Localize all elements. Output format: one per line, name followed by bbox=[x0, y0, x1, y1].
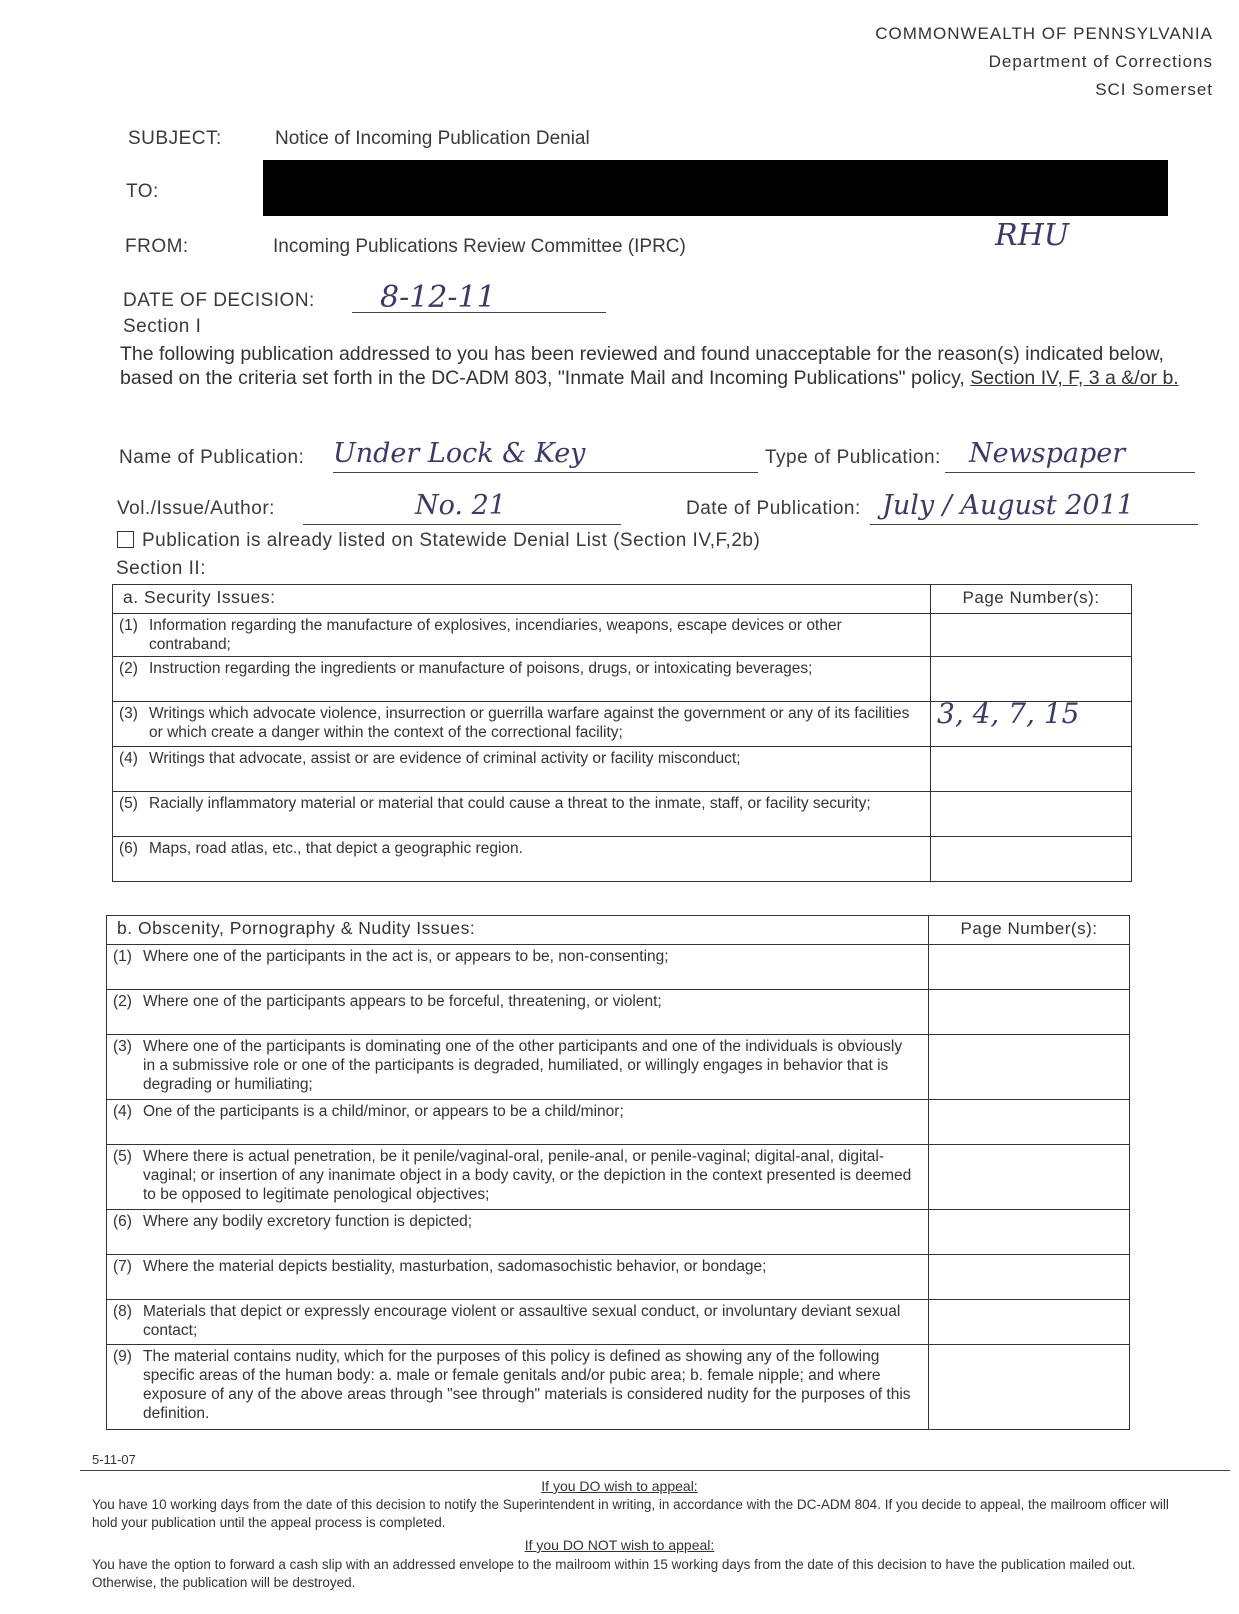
vol-issue-label: Vol./Issue/Author: bbox=[117, 498, 275, 519]
statewide-denial-checkbox[interactable] bbox=[117, 531, 134, 548]
no-appeal-text: You have the option to forward a cash slip with an addressed envelope to the mailroom within 15 working days from the date of this decision to have the publication mailed out. Otherwise, the publication will be destroyed. bbox=[92, 1557, 1136, 1590]
obscenity-item-text: Where one of the participants appears to be forceful, threatening, or violent; bbox=[143, 993, 662, 1010]
from-value: Incoming Publications Review Committee (IPRC) bbox=[273, 236, 686, 257]
security-item-text: Information regarding the manufacture of explosives, incendiaries, weapons, escape devices or other contraband; bbox=[149, 617, 842, 653]
security-item bbox=[113, 657, 931, 702]
security-row bbox=[113, 702, 1132, 747]
obscenity-item-pages bbox=[929, 1100, 1130, 1145]
obscenity-row bbox=[107, 1300, 1130, 1345]
appeal-title: If you DO wish to appeal: bbox=[541, 1478, 698, 1494]
security-item-text: Writings which advocate violence, insurrection or guerrilla warfare against the government or any of its facilities or which create a danger within the context of the correctional facility; bbox=[149, 705, 910, 741]
obscenity-item bbox=[107, 1210, 929, 1255]
appeal-text: You have 10 working days from the date of this decision to notify the Superintendent in writing, in accordance with the DC-ADM 804. If you decide to appeal, the mailroom officer will hold your publication until the appeal process is completed. bbox=[92, 1497, 1169, 1530]
policy-section-reference: Section IV, F, 3 a &/or b. bbox=[970, 367, 1179, 389]
security-item bbox=[113, 792, 931, 837]
security-row bbox=[113, 747, 1132, 792]
obscenity-row bbox=[107, 990, 1130, 1035]
obscenity-item bbox=[107, 1145, 929, 1210]
form-number: 5-11-07 bbox=[92, 1452, 136, 1467]
obscenity-item-number: (9) bbox=[113, 1348, 132, 1365]
obscenity-item-pages bbox=[929, 1035, 1130, 1100]
publication-type-label: Type of Publication: bbox=[765, 447, 941, 468]
obscenity-header-row bbox=[107, 916, 1130, 945]
obscenity-issues-header: b. Obscenity, Pornography & Nudity Issues: bbox=[107, 916, 929, 945]
publication-type-value: Newspaper bbox=[969, 438, 1126, 469]
obscenity-item bbox=[107, 945, 929, 990]
obscenity-item-number: (7) bbox=[113, 1258, 132, 1275]
redacted-recipient bbox=[263, 160, 1168, 216]
security-page-header: Page Number(s): bbox=[931, 585, 1132, 614]
obscenity-item-text: Materials that depict or expressly encourage violent or assaultive sexual conduct, or involuntary deviant sexual contact; bbox=[143, 1303, 901, 1339]
security-item-pages bbox=[931, 697, 1132, 747]
footer-divider bbox=[80, 1470, 1230, 1471]
security-item-pages-value: 3, 4, 7, 15 bbox=[937, 697, 1080, 730]
obscenity-item-text: Where the material depicts bestiality, masturbation, sadomasochistic behavior, or bondage; bbox=[143, 1258, 767, 1275]
security-item-text: Racially inflammatory material or material that could cause a threat to the inmate, staff, or facility security; bbox=[149, 795, 871, 812]
decision-date-line bbox=[352, 280, 606, 313]
security-item bbox=[113, 702, 931, 747]
obscenity-item-pages bbox=[929, 1300, 1130, 1345]
vol-issue-line bbox=[303, 490, 621, 525]
obscenity-item-number: (5) bbox=[113, 1148, 132, 1165]
obscenity-item-text: Where one of the participants in the act is, or appears to be, non-consenting; bbox=[143, 948, 669, 965]
security-item-number: (4) bbox=[119, 750, 138, 767]
obscenity-item bbox=[107, 1035, 929, 1100]
obscenity-item bbox=[107, 1255, 929, 1300]
publication-name-label: Name of Publication: bbox=[119, 447, 305, 468]
security-item-text: Maps, road atlas, etc., that depict a geographic region. bbox=[149, 840, 523, 857]
department-name: Department of Corrections bbox=[988, 52, 1213, 71]
security-issues-header: a. Security Issues: bbox=[113, 585, 931, 614]
obscenity-item-number: (2) bbox=[113, 993, 132, 1010]
security-item-pages bbox=[931, 747, 1132, 792]
security-item-number: (1) bbox=[119, 617, 138, 634]
obscenity-item-pages bbox=[929, 1145, 1130, 1210]
agency-name: COMMONWEALTH OF PENNSYLVANIA bbox=[875, 24, 1213, 43]
security-item-text: Writings that advocate, assist or are evidence of criminal activity or facility misconduct; bbox=[149, 750, 741, 767]
obscenity-item-number: (8) bbox=[113, 1303, 132, 1320]
statewide-denial-label: Publication is already listed on Statewide Denial List (Section IV,F,2b) bbox=[142, 530, 761, 551]
security-item-number: (5) bbox=[119, 795, 138, 812]
security-issues-table bbox=[112, 584, 1132, 882]
obscenity-item-text: The material contains nudity, which for the purposes of this policy is defined as showing any of the following specific areas of the human body: a. male or female genitals and/or pubic area; b. female nipple; and where exposure of any of the above areas through "see through" materials is considered nudity for the purposes of this definition. bbox=[143, 1348, 911, 1422]
section-1-text bbox=[120, 342, 1205, 390]
security-item bbox=[113, 747, 931, 792]
obscenity-item bbox=[107, 1300, 929, 1345]
security-item bbox=[113, 837, 931, 882]
decision-date-value: 8-12-11 bbox=[380, 280, 496, 315]
obscenity-item-number: (1) bbox=[113, 948, 132, 965]
section-2-title: Section II: bbox=[116, 558, 206, 579]
security-row bbox=[113, 792, 1132, 837]
obscenity-row bbox=[107, 1100, 1130, 1145]
security-row bbox=[113, 657, 1132, 702]
obscenity-row bbox=[107, 1345, 1130, 1430]
obscenity-row bbox=[107, 1255, 1130, 1300]
security-item-number: (2) bbox=[119, 660, 138, 677]
obscenity-item-text: Where there is actual penetration, be it penile/vaginal-oral, penile-anal, or penile-vaginal; digital-anal, digital-vaginal; or insertion of any inanimate object in a body cavity, or the depiction in the context presented is deemed to be opposed to legitimate penological objectives; bbox=[143, 1148, 912, 1203]
no-appeal-title: If you DO NOT wish to appeal: bbox=[524, 1537, 715, 1553]
security-item-text: Instruction regarding the ingredients or manufacture of poisons, drugs, or intoxicating beverages; bbox=[149, 660, 813, 677]
security-row bbox=[113, 614, 1132, 657]
obscenity-item-pages bbox=[929, 990, 1130, 1035]
publication-date-value: July / August 2011 bbox=[882, 490, 1134, 521]
section-1-text-body: The following publication addressed to you has been reviewed and found unacceptable for the reason(s) indicated below, based on the criteria set forth in the DC-ADM 803, "Inmate Mail and Incoming Publications" policy, bbox=[120, 343, 1164, 389]
handwritten-unit: RHU bbox=[995, 218, 1070, 253]
security-item-pages bbox=[931, 792, 1132, 837]
publication-date-line bbox=[870, 490, 1198, 525]
security-item-pages bbox=[931, 614, 1132, 657]
publication-type-line bbox=[945, 438, 1195, 473]
decision-date-label: DATE OF DECISION: bbox=[123, 290, 315, 311]
obscenity-item-number: (4) bbox=[113, 1103, 132, 1120]
security-item-pages bbox=[931, 657, 1132, 702]
obscenity-item-text: Where one of the participants is dominating one of the other participants and one of the individuals is obviously in a submissive role or one of the participants is degraded, humiliated, or willingly engages in behavior that is degrading or humiliating; bbox=[143, 1038, 903, 1093]
obscenity-item-number: (6) bbox=[113, 1213, 132, 1230]
obscenity-row bbox=[107, 1035, 1130, 1100]
statewide-denial-row bbox=[117, 530, 760, 552]
security-item-number: (6) bbox=[119, 840, 138, 857]
obscenity-item bbox=[107, 1345, 929, 1430]
obscenity-item-pages bbox=[929, 1345, 1130, 1430]
security-item bbox=[113, 614, 931, 657]
subject-value: Notice of Incoming Publication Denial bbox=[275, 128, 590, 149]
obscenity-item bbox=[107, 990, 929, 1035]
security-item-number: (3) bbox=[119, 705, 138, 722]
section-1-title: Section I bbox=[123, 316, 202, 337]
obscenity-item-number: (3) bbox=[113, 1038, 132, 1055]
obscenity-item-pages bbox=[929, 945, 1130, 990]
obscenity-item-text: Where any bodily excretory function is depicted; bbox=[143, 1213, 473, 1230]
obscenity-item bbox=[107, 1100, 929, 1145]
obscenity-page-header: Page Number(s): bbox=[929, 916, 1130, 945]
obscenity-row bbox=[107, 1145, 1130, 1210]
security-item-pages bbox=[931, 837, 1132, 882]
publication-date-label: Date of Publication: bbox=[686, 498, 861, 519]
vol-issue-value: No. 21 bbox=[415, 490, 506, 521]
from-label: FROM: bbox=[125, 236, 189, 257]
security-header-row bbox=[113, 585, 1132, 614]
obscenity-item-pages bbox=[929, 1255, 1130, 1300]
to-label: TO: bbox=[126, 181, 159, 202]
subject-label: SUBJECT: bbox=[128, 128, 222, 149]
obscenity-row bbox=[107, 1210, 1130, 1255]
obscenity-item-text: One of the participants is a child/minor, or appears to be a child/minor; bbox=[143, 1103, 624, 1120]
obscenity-item-pages bbox=[929, 1210, 1130, 1255]
obscenity-row bbox=[107, 945, 1130, 990]
facility-name: SCI Somerset bbox=[1095, 80, 1213, 99]
obscenity-issues-table bbox=[106, 915, 1130, 1430]
publication-name-value: Under Lock & Key bbox=[333, 438, 586, 469]
security-row bbox=[113, 837, 1132, 882]
publication-name-line bbox=[333, 438, 758, 473]
